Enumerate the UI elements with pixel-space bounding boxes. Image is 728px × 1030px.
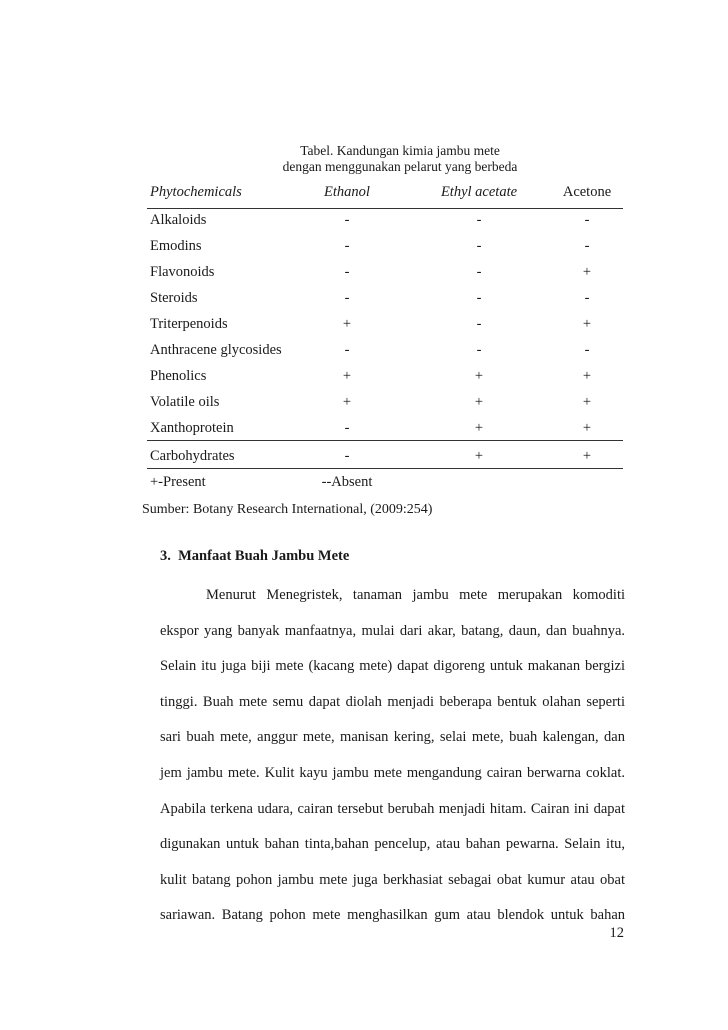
legend-present: +-Present xyxy=(150,474,206,490)
presence-cell: - xyxy=(344,448,350,464)
table-legend xyxy=(147,474,623,498)
paragraph-line: tinggi. Buah mete semu dapat diolah menjadi beberapa bentuk olahan seperti xyxy=(160,693,625,710)
phytochemical-name: Emodins xyxy=(150,238,202,254)
table-caption-line-1: Tabel. Kandungan kimia jambu mete xyxy=(300,143,500,158)
presence-cell: - xyxy=(476,290,482,306)
paragraph-line: ekspor yang banyak manfaatnya, mulai dari akar, batang, daun, dan buahnya. xyxy=(160,622,625,639)
presence-cell: - xyxy=(584,212,590,228)
table-row xyxy=(147,290,623,314)
paragraph-line: kulit batang pohon jambu mete juga berkhasiat sebagai obat kumur atau obat xyxy=(160,871,625,888)
table-caption-line-2: dengan menggunakan pelarut yang berbeda xyxy=(282,159,518,174)
presence-cell: - xyxy=(476,342,482,358)
phytochemical-name: Steroids xyxy=(150,290,198,306)
presence-cell: - xyxy=(344,238,350,254)
phytochemical-name: Carbohydrates xyxy=(150,448,235,464)
table-row xyxy=(147,394,623,418)
paragraph-line: sari buah mete, anggur mete, manisan kering, selai mete, buah kalengan, dan xyxy=(160,729,625,746)
paragraph-line: Menurut Menegristek, tanaman jambu mete merupakan komoditi xyxy=(206,587,625,603)
phytochemical-name: Triterpenoids xyxy=(150,316,228,332)
header-phytochemicals: Phytochemicals xyxy=(150,184,242,200)
section-heading: 3. Manfaat Buah Jambu Mete xyxy=(160,548,350,564)
table-row xyxy=(147,316,623,340)
phytochemical-name: Volatile oils xyxy=(150,394,220,410)
presence-cell: + xyxy=(474,420,484,436)
presence-cell: - xyxy=(476,316,482,332)
presence-cell: + xyxy=(582,316,592,332)
presence-cell: + xyxy=(474,394,484,410)
table-row xyxy=(147,342,623,366)
paragraph-line: jem jambu mete. Kulit kayu jambu mete mengandung cairan berwarna coklat. xyxy=(160,764,625,781)
header-ethanol: Ethanol xyxy=(324,184,370,200)
phytochemical-name: Xanthoprotein xyxy=(150,420,234,436)
header-acetone: Acetone xyxy=(562,184,612,200)
table-rule-top xyxy=(147,208,623,209)
paragraph-line: digunakan untuk bahan tinta,bahan pencelup, atau bahan pewarna. Selain itu, xyxy=(160,836,625,853)
presence-cell: - xyxy=(344,264,350,280)
presence-cell: - xyxy=(344,342,350,358)
presence-cell: - xyxy=(584,290,590,306)
table-row xyxy=(147,368,623,392)
presence-cell: + xyxy=(582,394,592,410)
table-source: Sumber: Botany Research International, (2009:254) xyxy=(142,502,433,517)
presence-cell: - xyxy=(344,420,350,436)
page-number: 12 xyxy=(609,925,624,941)
table-row xyxy=(147,238,623,262)
table-rule-bottom xyxy=(147,468,623,469)
section-paragraph xyxy=(160,578,625,934)
presence-cell: + xyxy=(342,368,352,384)
phytochemical-name: Phenolics xyxy=(150,368,207,384)
phytochemical-name: Anthracene glycosides xyxy=(150,342,282,358)
phytochemical-name: Flavonoids xyxy=(150,264,215,280)
presence-cell: - xyxy=(476,238,482,254)
paragraph-line: Apabila terkena udara, cairan tersebut berubah menjadi hitam. Cairan ini dapat xyxy=(160,800,625,817)
presence-cell: + xyxy=(342,394,352,410)
presence-cell: + xyxy=(582,420,592,436)
presence-cell: + xyxy=(474,368,484,384)
presence-cell: - xyxy=(344,212,350,228)
table-row xyxy=(147,264,623,288)
table-header-row xyxy=(147,184,623,208)
presence-cell: - xyxy=(584,342,590,358)
presence-cell: + xyxy=(582,448,592,464)
presence-cell: - xyxy=(344,290,350,306)
presence-cell: + xyxy=(582,264,592,280)
legend-absent: --Absent xyxy=(321,474,373,490)
presence-cell: + xyxy=(582,368,592,384)
presence-cell: + xyxy=(342,316,352,332)
paragraph-line: Selain itu juga biji mete (kacang mete) dapat digoreng untuk makanan bergizi xyxy=(160,658,625,675)
paragraph-line: sariawan. Batang pohon mete menghasilkan gum atau blendok untuk bahan xyxy=(160,907,625,924)
phytochemical-name: Alkaloids xyxy=(150,212,207,228)
table-row xyxy=(147,212,623,236)
header-ethyl-acetate: Ethyl acetate xyxy=(440,184,518,200)
presence-cell: - xyxy=(476,264,482,280)
table-rule-middle xyxy=(147,440,623,441)
presence-cell: - xyxy=(584,238,590,254)
presence-cell: - xyxy=(476,212,482,228)
presence-cell: + xyxy=(474,448,484,464)
